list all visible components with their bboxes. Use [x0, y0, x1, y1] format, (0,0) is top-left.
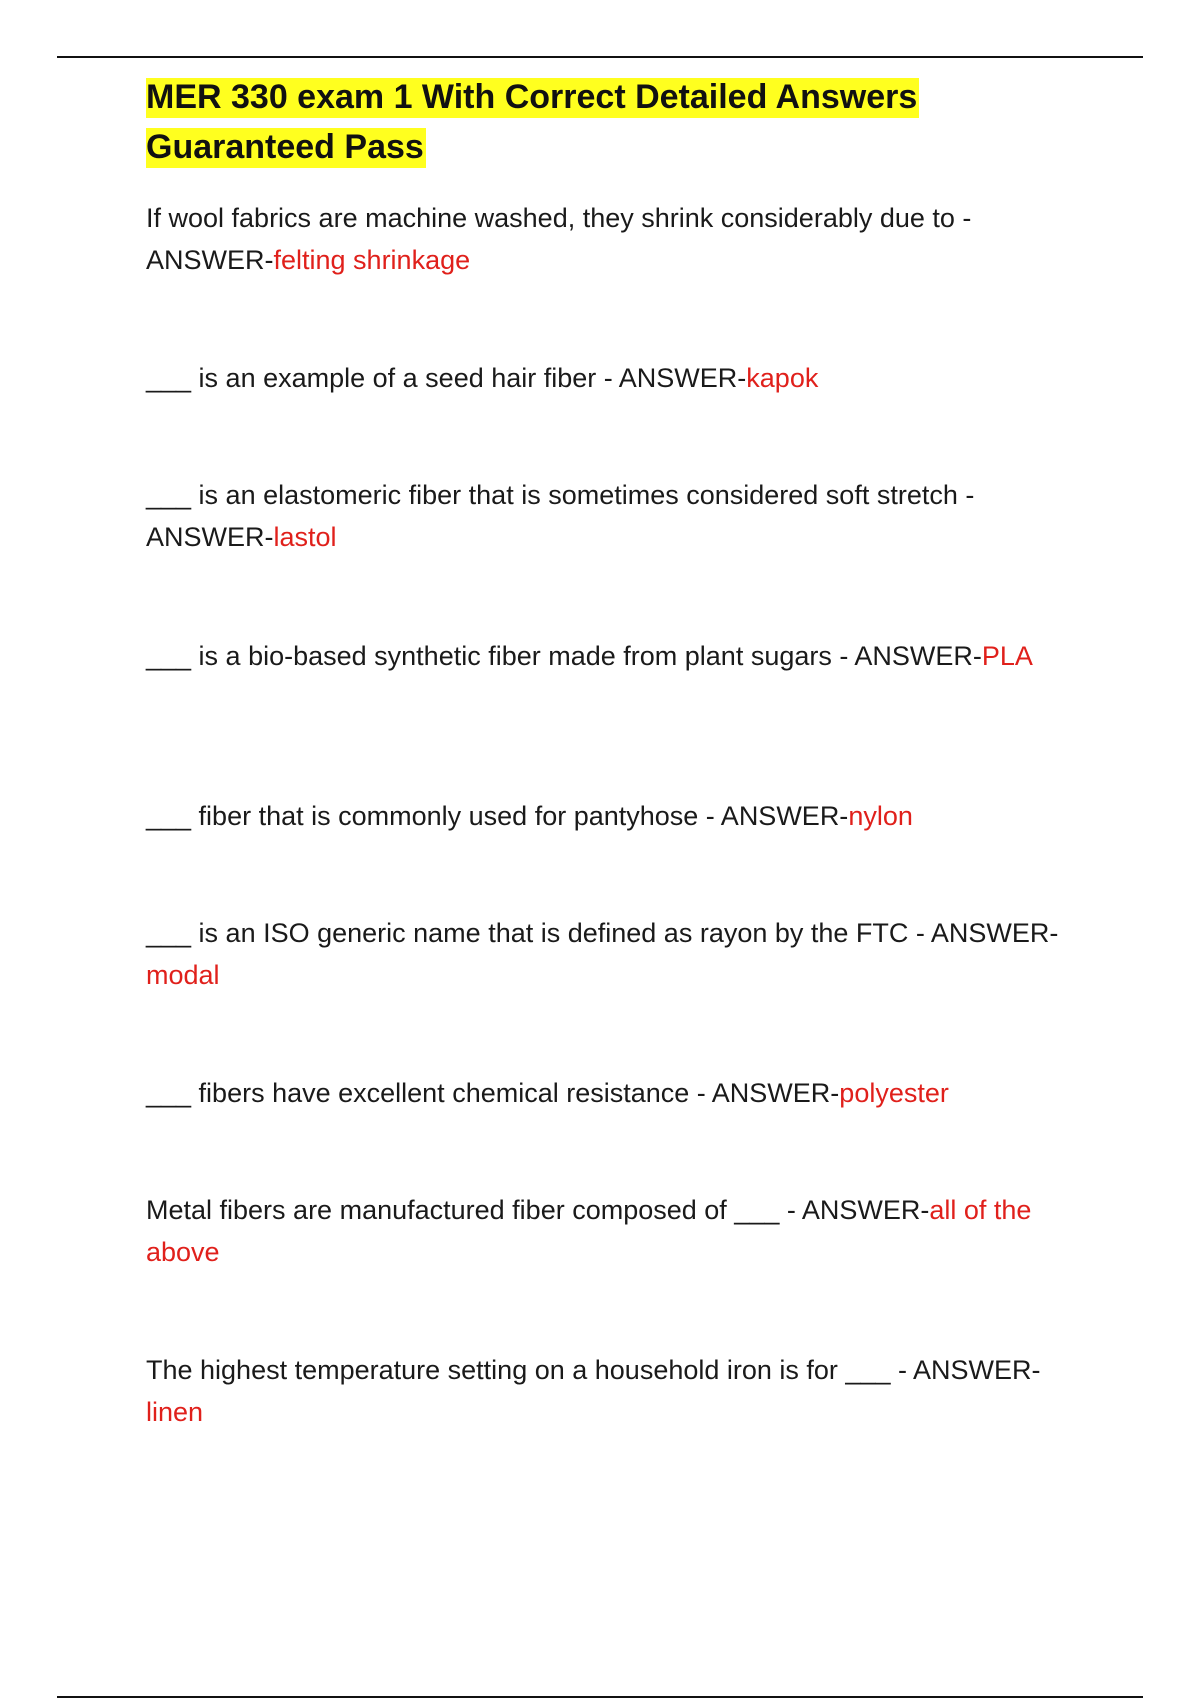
title-line-1: MER 330 exam 1 With Correct Detailed Answers: [146, 78, 918, 116]
qa-item: [146, 635, 1076, 677]
qa-item: [146, 795, 1076, 837]
question-text: ___ is an elastomeric fiber that is sometimes considered soft stretch - ANSWER-: [146, 480, 975, 552]
document-title: [146, 72, 1146, 172]
question-text: ___ is an ISO generic name that is defined as rayon by the FTC - ANSWER-: [146, 918, 1059, 948]
question-text: ___ fibers have excellent chemical resistance - ANSWER-: [146, 1078, 840, 1108]
top-divider: [57, 56, 1143, 58]
question-text: Metal fibers are manufactured fiber composed of ___ - ANSWER-: [146, 1195, 930, 1225]
question-text: If wool fabrics are machine washed, they shrink considerably due to - ANSWER-: [146, 203, 972, 275]
answer-text: lastol: [273, 522, 337, 552]
answer-text: modal: [146, 960, 220, 990]
answer-text: kapok: [746, 363, 819, 393]
qa-item: [146, 1189, 1076, 1273]
answer-text: polyester: [839, 1078, 949, 1108]
answer-text: PLA: [981, 641, 1033, 671]
answer-text: felting shrinkage: [273, 245, 471, 275]
answer-text: all of the above: [146, 1195, 1032, 1267]
answer-text: linen: [146, 1397, 204, 1427]
qa-item: [146, 1072, 1076, 1114]
qa-item: [146, 474, 1076, 558]
question-text: ___ fiber that is commonly used for pantyhose - ANSWER-: [146, 801, 849, 831]
bottom-divider: [57, 1696, 1143, 1698]
qa-item: [146, 912, 1076, 996]
qa-item: [146, 357, 1076, 399]
qa-item: [146, 197, 1076, 281]
title-line-2: Guaranteed Pass: [146, 128, 424, 166]
question-text: The highest temperature setting on a household iron is for ___ - ANSWER-: [146, 1355, 1041, 1385]
question-text: ___ is a bio-based synthetic fiber made from plant sugars - ANSWER-: [146, 641, 982, 671]
answer-text: nylon: [848, 801, 913, 831]
question-text: ___ is an example of a seed hair fiber - ANSWER-: [146, 363, 747, 393]
qa-item: [146, 1349, 1076, 1433]
